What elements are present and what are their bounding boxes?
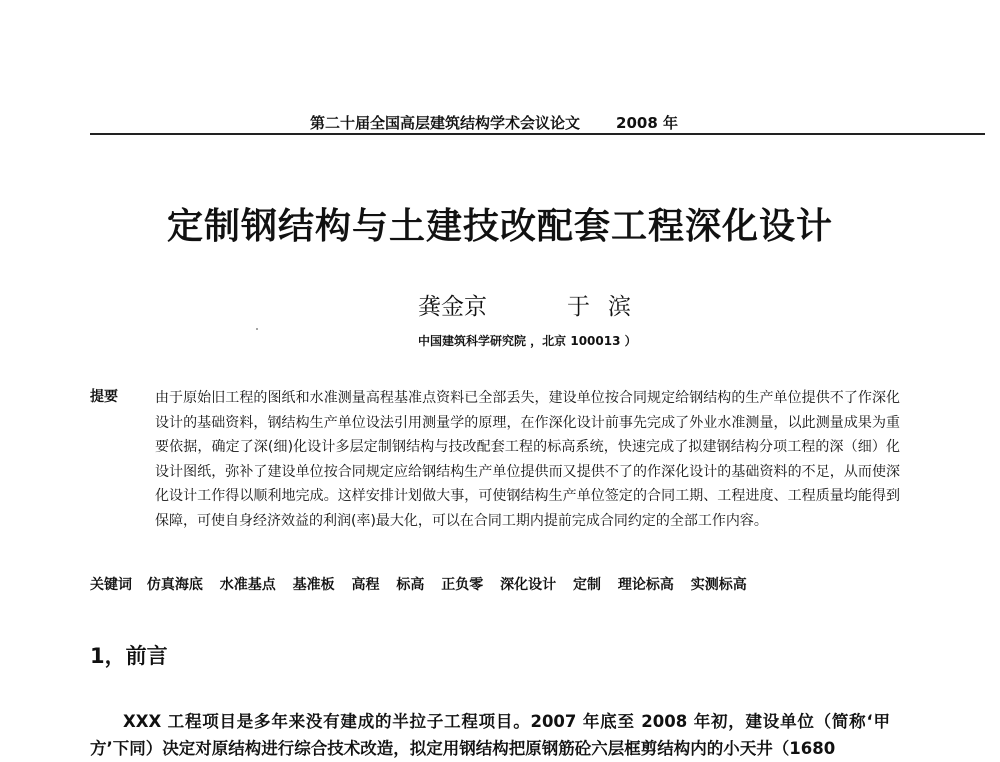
keywords-label: 关键词 — [90, 577, 132, 593]
keyword: 仿真海底 — [146, 577, 203, 593]
author-list — [418, 288, 649, 321]
keyword: 定制 — [573, 577, 601, 593]
author-1: 龚金京 — [418, 294, 487, 320]
body-paragraph: XXX 工程项目是多年来没有建成的半拉子工程项目。2007 年底至 2008 年初，建设单位（简称‘甲方’下同）决定对原结构进行综合技术改造，拟定用钢结构把原钢筋砼六层框剪结构内的小天井（1680 — [90, 712, 890, 758]
keyword: 标高 — [396, 577, 425, 593]
conference-name: 第二十届全国高层建筑结构学术会议论文 — [310, 114, 581, 132]
paper-title: 定制钢结构与土建技改配套工程深化设计 — [166, 206, 833, 247]
header-rule — [90, 133, 985, 135]
keyword: 深化设计 — [500, 577, 557, 593]
section-heading: 1，前言 — [90, 644, 168, 668]
keyword: 高程 — [351, 577, 380, 593]
abstract-text: 由于原始旧工程的图纸和水准测量高程基准点资料已全部丢失，建设单位按合同规定给钢结构的生产单位提供不了作深化设计的基础资料，钢结构生产单位设法引用测量学的原理，在作深化设计前事先完成了外业水准测量，以此测量成果为重要依据，确定了深(细)化设计多层定制钢结构与技改配套工程的标高系统，快速完成了拟建钢结构分项工程的深（细）化设计图纸，弥补了建设单位按合同规定应给钢结构生产单位提供而又提供不了的作深化设计的基础资料的不足，从而使深化设计工作得以顺利地完成。这样安排计划做大事，可使钢结构生产单位签定的合同工期、工程进度、工程质量均能得到保障，可使自身经济效益的利润(率)最大化，可以在合同工期内提前完成合同约定的全部工作内容。 — [155, 390, 900, 529]
keywords-line — [90, 574, 759, 594]
scan-speck — [256, 328, 258, 330]
running-head — [310, 112, 678, 133]
keyword: 水准基点 — [219, 577, 276, 593]
conference-year: 2008 年 — [616, 114, 678, 132]
keyword: 理论标高 — [617, 577, 674, 593]
keyword: 基准板 — [292, 577, 335, 593]
keyword: 正负零 — [441, 577, 484, 593]
abstract-label: 提要 — [90, 389, 118, 405]
affiliation: 中国建筑科学研究院 ，北京 100013 ） — [418, 334, 637, 348]
author-2: 于滨 — [567, 294, 649, 320]
keyword: 实测标高 — [690, 577, 747, 593]
